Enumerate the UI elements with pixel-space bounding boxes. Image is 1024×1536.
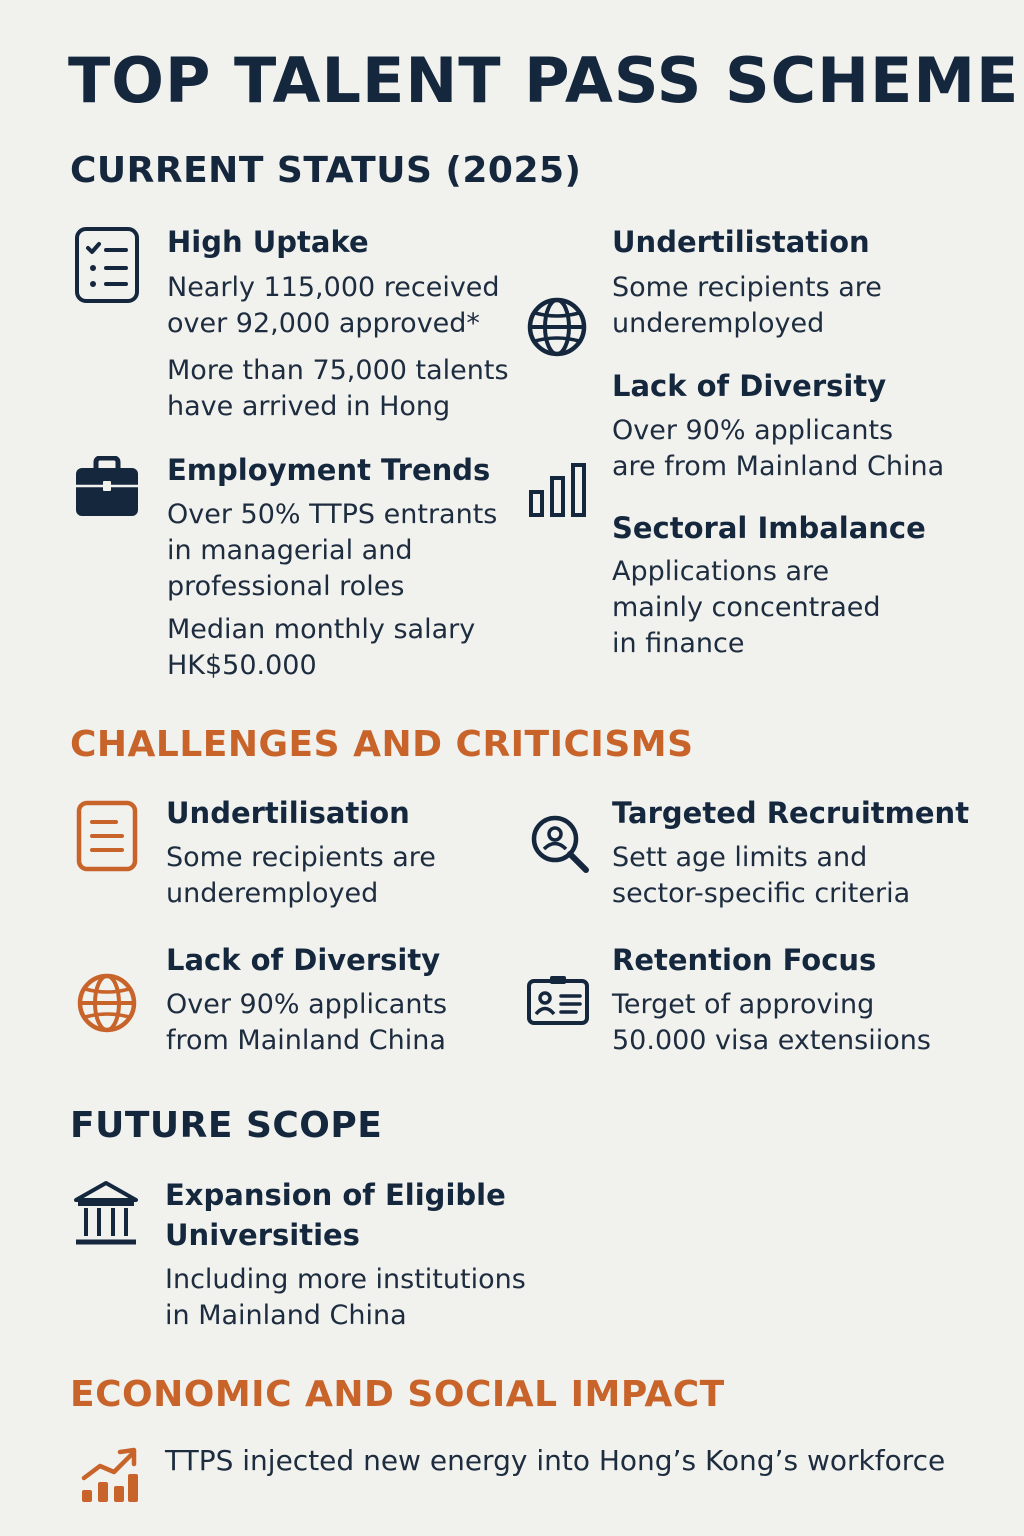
section-future-scope: FUTURE SCOPE <box>70 1105 383 1146</box>
globe-icon-orange <box>76 972 138 1034</box>
challenge-diversity-title: Lack of Diversity <box>166 943 441 977</box>
underutilisation-text: Some recipients are underemployed <box>166 842 436 909</box>
employment-trends-title: Employment Trends <box>167 453 491 487</box>
lack-of-diversity-title: Lack of Diversity <box>612 369 887 403</box>
undertilistation-text: Some recipients are underemployed <box>612 272 882 339</box>
challenge-diversity-text: Over 90% applicants from Mainland China <box>166 989 448 1056</box>
section-economic-impact: ECONOMIC AND SOCIAL IMPACT <box>70 1374 725 1415</box>
impact-text: TTPS injected new energy into Hong’s Kong’s workforce <box>165 1444 946 1477</box>
section-current-status: CURRENT STATUS (2025) <box>70 150 582 191</box>
targeted-recruitment-title: Targeted Recruitment <box>612 796 970 830</box>
search-person-icon <box>530 814 590 874</box>
employment-trends-roles: Over 50% TTPS entrants in managerial and professional roles <box>167 499 498 602</box>
high-uptake-stats: Nearly 115,000 received over 92,000 approved* <box>167 272 500 339</box>
sectoral-imbalance-title: Sectoral Imbalance <box>612 511 926 545</box>
bar-chart-icon <box>528 462 588 518</box>
expansion-universities-title: Expansion of Eligible Universities <box>165 1178 506 1252</box>
section-challenges: CHALLENGES AND CRITICISMS <box>70 724 694 765</box>
page-title: TOP TALENT PASS SCHEME <box>68 44 1020 117</box>
undertilistation-title: Undertilistation <box>612 225 870 259</box>
university-icon <box>72 1180 140 1246</box>
high-uptake-arrivals: More than 75,000 talents have arrived in Hong <box>167 355 509 422</box>
retention-focus-text: Terget of approving 50.000 visa extensiions <box>612 989 931 1056</box>
underutilisation-title: Undertilisation <box>166 796 410 830</box>
retention-focus-title: Retention Focus <box>612 943 877 977</box>
targeted-recruitment-text: Sett age limits and sector-specific criteria <box>612 842 911 909</box>
expansion-universities-text: Including more institutions in Mainland China <box>165 1264 526 1331</box>
checklist-icon <box>74 226 140 304</box>
briefcase-icon <box>74 456 140 518</box>
globe-icon <box>526 296 588 358</box>
sectoral-imbalance-text: Applications are mainly concentraed in finance <box>612 556 881 659</box>
growth-chart-icon <box>80 1444 140 1506</box>
id-card-icon <box>526 974 590 1026</box>
document-icon <box>76 800 138 872</box>
employment-trends-salary: Median monthly salary HK$50.000 <box>167 614 476 681</box>
lack-of-diversity-text: Over 90% applicants are from Mainland China <box>612 415 945 482</box>
high-uptake-title: High Uptake <box>167 225 369 259</box>
